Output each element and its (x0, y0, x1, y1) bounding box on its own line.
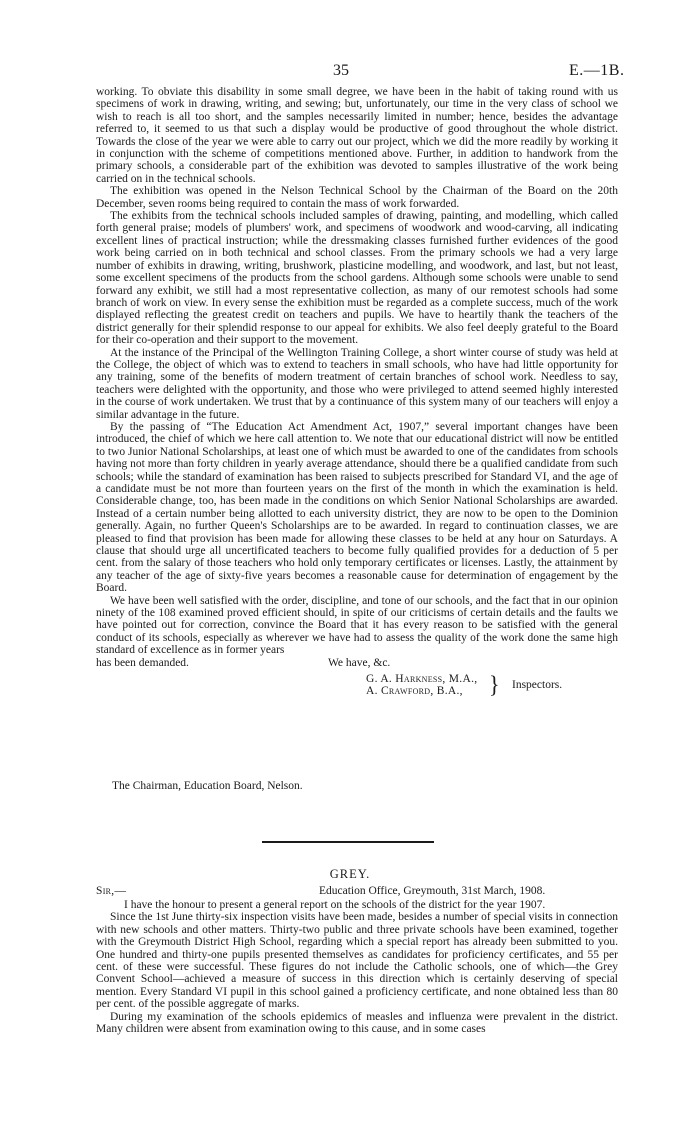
paragraph: During my examination of the schools epidemics of measles and influenza were prevalent in the district. Many children were absent from examination owing to this cause, and in some cases (96, 1010, 618, 1036)
section-heading: GREY. (329, 867, 371, 881)
brace-glyph: } (489, 670, 500, 698)
paragraph: Since the 1st June thirty-six inspection visits have been made, besides a number of special visits in connection with new schools and other matters. Thirty-two public and three private schools have been examined, together with the Greymouth District High School, regarding which a special report has already been submitted to you. One hundred and thirty-one pupils presented themselves as candidates for proficiency certificates, and 55 per cent. of these were successful. These figures do not include the Catholic schools, one of which—the Grey Convent School—achieved a measure of success in this direction which is certainly deserving of special mention. Every Standard VI pupil in this school gained a proficiency certificate, and none obtained less than 80 per cent. of the possible aggregate of marks. (96, 911, 618, 1011)
inspector-name: G. A. Harkness, M.A., (366, 672, 478, 685)
dateline: Education Office, Greymouth, 31st March, 1908. (319, 885, 546, 897)
closing-text: has been demanded. (96, 656, 189, 669)
inspectors-label: Inspectors. (512, 678, 563, 691)
grey-report-body (96, 899, 618, 1035)
paragraph: The exhibition was opened in the Nelson Technical School by the Chairman of the Board on the 20th December, seven rooms being required to contain the mass of work forwarded. (96, 185, 618, 210)
nelson-report-body (96, 86, 618, 699)
closing-line (96, 657, 618, 673)
section-divider (262, 841, 434, 843)
page-number: 35 (333, 62, 349, 79)
paragraph: We have been well satisfied with the order, discipline, and tone of our schools, and the fact that in our opinion ninety of the 108 examined proved efficient should, in spite of our criticisms of certain details and the faults we have pointed out for correction, convince the Board that it has every reason to be satisfied with the general conduct of its schools, especially as wherever we have had to assess the quality of the work done the same high standard of excellence as in former years (96, 594, 618, 657)
paragraph: By the passing of “The Education Act Amendment Act, 1907,” several important changes have been introduced, the chief of which we here call attention to. We note that our educational district will now be entitled to two Junior National Scholarships, at least one of which must be awarded to one of the candidates from schools having not more than forty children in yearly average attendance, should there be a qualified candidate from such schools; while the standard of examination has been raised to subjects prescribed for Standard VI, and the age of a candidate must be not more than fourteen years on the first of the month in which the examination is held. Considerable change, too, has been made in the conditions on which Senior National Scholarships are awarded. Instead of a certain number being allotted to each university district, they are now to be open to the Dominion generally. Again, no further Queen's Scholarships are to be awarded. In regard to continuation classes, we are pleased to find that provision has been made for allowing these classes to be held at any hour on Saturdays. A clause that should urge all uncertificated teachers to become fully qualified provides for a deduction of 5 per cent. from the salary of those teachers who hold only temporary certificates or licenses. Lastly, the attainment by any teacher of the age of sixty-five years becomes a reasonable cause for determination of engagement by the Board. (96, 420, 618, 595)
valediction: We have, &c. (328, 656, 391, 669)
paragraph: The exhibits from the technical schools included samples of drawing, painting, and modelling, which called forth general praise; models of plumbers' work, and specimens of woodwork and wood-carving, all indicating excellent lines of practical instruction; while the dressmaking classes furnished further evidences of the good work being carried on in both technical and school classes. From the primary schools we had a very large number of exhibits in drawing, writing, brushwork, plasticine modelling, and woodwork, and last, but not least, some excellent specimens of the products from the school gardens. Although some schools were unable to send forward any exhibit, we still had a most representative collection, as many of our remotest schools had some branch of work on view. In every sense the exhibition must be regarded as a complete success, much of the work displayed reflecting the greatest credit on teachers and pupils. We have to heartily thank the teachers of the district generally for their splendid response to our appeal for exhibits. We also feel deeply grateful to the Board for their co-operation and their support to the movement. (96, 210, 618, 347)
paragraph: I have the honour to present a general report on the schools of the district for the year 1907. (124, 899, 546, 911)
salutation: Sir,— (96, 885, 127, 897)
addressee: The Chairman, Education Board, Nelson. (112, 780, 303, 792)
inspector-name: A. Crawford, B.A., (366, 684, 463, 697)
paragraph: At the instance of the Principal of the Wellington Training College, a short winter course of study was held at the College, the object of which was to extend to teachers in small schools, who have had little opportunity for any training, some of the benefits of modern treatment of certain branches of school work. Needless to say, teachers were delighted with the opportunity, and those who were privileged to attend seemed highly interested in the course of work undertaken. We trust that by a continuance of this system many of our teachers will enjoy a similar advantage in the future. (96, 346, 618, 421)
paragraph: working. To obviate this disability in some small degree, we have been in the habit of taking round with us specimens of work in drawing, writing, and sewing; but, unfortunately, our time in the very class of school we wish to reach is all too short, and the samples necessarily limited in number; hence, besides the advantage referred to, it seemed to us that such a display would be productive of good throughout the whole district. Towards the close of the year we were able to carry out our project, which we did the more readily by working it in conjunction with the scheme of competitions mentioned above. Further, in addition to handwork from the primary schools, a considerable part of the exhibition was devoted to samples illustrative of the work being carried on in the technical schools. (96, 86, 618, 185)
document-reference: E.—1B. (569, 62, 625, 79)
signature-block (96, 670, 618, 699)
